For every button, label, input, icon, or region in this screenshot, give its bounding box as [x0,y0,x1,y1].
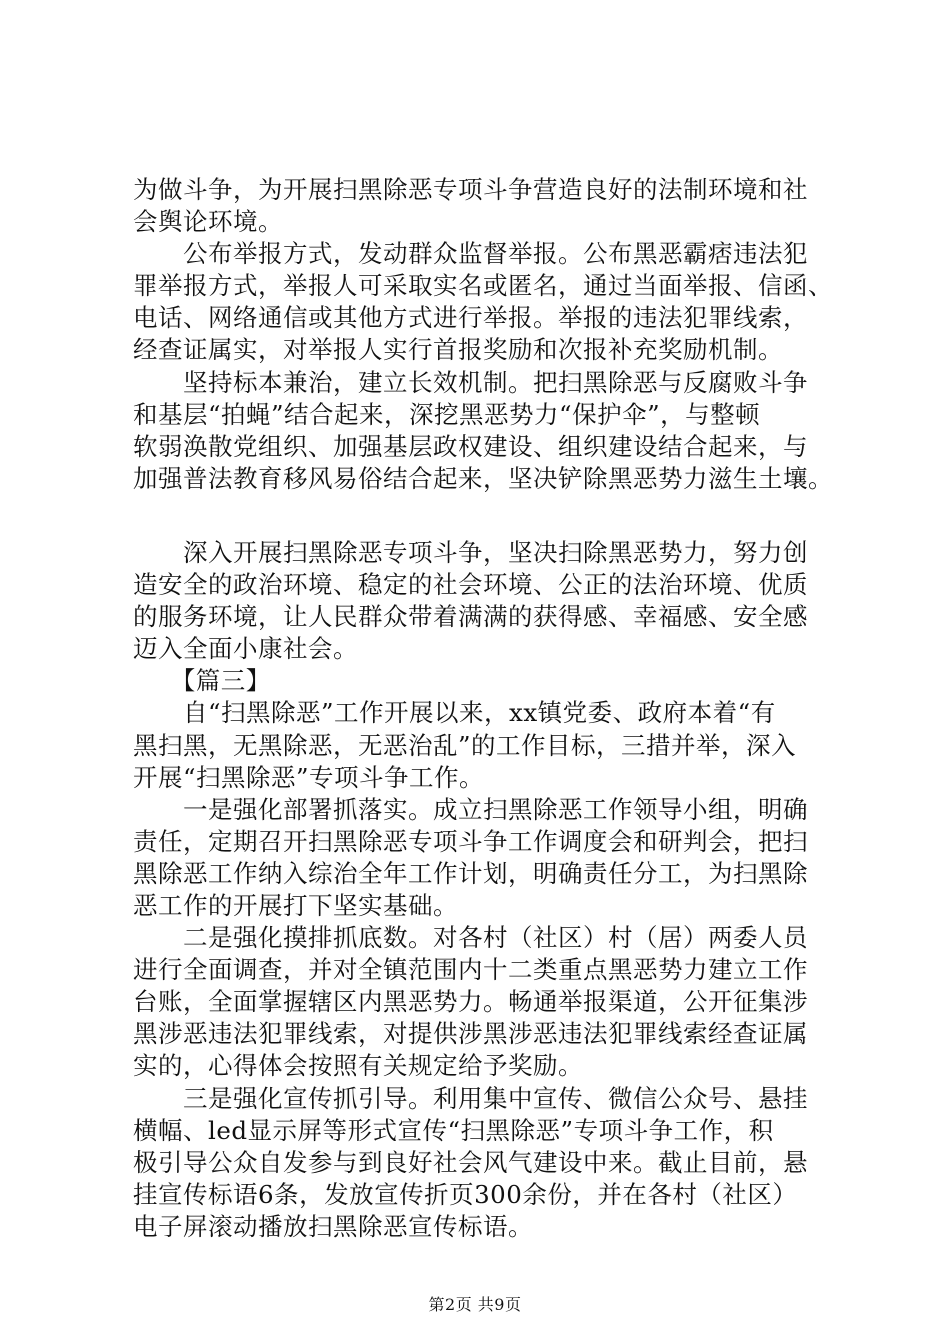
text-line: 进行全面调查，并对全镇范围内十二类重点黑恶势力建立工作 [133,955,808,985]
text-line: 迈入全面小康社会。 [133,634,358,664]
text-line: 的服务环境，让人民群众带着满满的获得感、幸福感、安全感 [133,602,808,632]
text-line: 和基层“拍蝇”结合起来，深挖黑恶势力“保护伞”，与整顿 [133,399,761,429]
text-line: 挂宣传标语6条，发放宣传折页300余份，并在各村（社区） [133,1179,798,1209]
text-line: 电话、网络通信或其他方式进行举报。举报的违法犯罪线索， [133,303,808,333]
paragraph-block-2 [133,537,833,1243]
text-line: 极引导公众自发参与到良好社会风气建设中来。截止目前，悬 [133,1147,808,1177]
text-line: 实的，心得体会按照有关规定给予奖励。 [133,1051,583,1081]
section-heading: 【篇三】 [133,666,271,696]
text-line: 开展“扫黑除恶”专项斗争工作。 [133,762,485,792]
text-line: 二是强化摸排抓底数。对各村（社区）村（居）两委人员 [133,923,808,953]
text-line: 三是强化宣传抓引导。利用集中宣传、微信公众号、悬挂 [133,1083,808,1113]
text-line: 造安全的政治环境、稳定的社会环境、公正的法治环境、优质 [133,570,808,600]
text-line: 责任，定期召开扫黑除恶专项斗争工作调度会和研判会，把扫 [133,826,808,856]
text-line: 深入开展扫黑除恶专项斗争，坚决扫除黑恶势力，努力创 [133,537,808,567]
text-line: 自“扫黑除恶”工作开展以来，xx镇党委、政府本着“有 [133,698,776,728]
page-number-footer: 第2页 共9页 [428,1295,522,1314]
text-line: 软弱涣散党组织、加强基层政权建设、组织建设结合起来，与 [133,431,808,461]
text-line: 加强普法教育移风易俗结合起来，坚决铲除黑恶势力滋生土壤。 [133,463,833,493]
text-line: 公布举报方式，发动群众监督举报。公布黑恶霸痞违法犯 [133,239,808,269]
text-line: 坚持标本兼治，建立长效机制。把扫黑除恶与反腐败斗争 [133,367,808,397]
text-line: 为做斗争，为开展扫黑除恶专项斗争营造良好的法制环境和社 [133,175,808,204]
text-line: 罪举报方式，举报人可采取实名或匿名，通过当面举报、信函、 [133,271,833,301]
document-body [133,174,833,1243]
text-line: 电子屏滚动播放扫黑除恶宣传标语。 [133,1211,533,1241]
text-line: 会舆论环境。 [133,207,283,237]
text-line: 横幅、led显示屏等形式宣传“扫黑除恶”专项斗争工作，积 [133,1115,774,1145]
paragraph-gap [133,495,833,537]
text-line: 恶工作的开展打下坚实基础。 [133,890,458,920]
text-line: 黑涉恶违法犯罪线索，对提供涉黑涉恶违法犯罪线索经查证属 [133,1019,808,1049]
paragraph-block-1 [133,174,833,495]
text-line: 台账，全面掌握辖区内黑恶势力。畅通举报渠道，公开征集涉 [133,987,808,1017]
text-line: 黑除恶工作纳入综治全年工作计划，明确责任分工，为扫黑除 [133,858,808,888]
text-line: 一是强化部署抓落实。成立扫黑除恶工作领导小组，明确 [133,794,808,824]
text-line: 经查证属实，对举报人实行首报奖励和次报补充奖励机制。 [133,335,783,365]
text-line: 黑扫黑，无黑除恶，无恶治乱”的工作目标，三措并举，深入 [133,730,797,760]
